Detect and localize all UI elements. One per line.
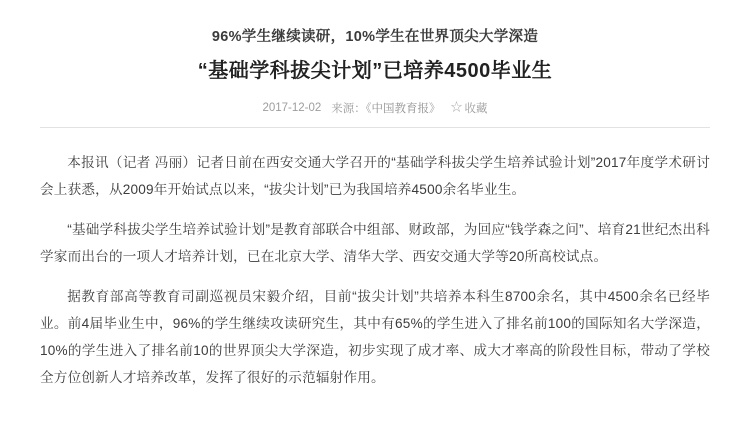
page-title: “基础学科拔尖计划”已培养4500毕业生 [197,60,553,82]
article-paragraph: “基础学科拔尖学生培养试验计划”是教育部联合中组部、财政部，为回应“钱学森之问”、培育21世纪杰出科学家而出台的一项人才培养计划，已在北京大学、清华大学、西安交通大学等20所高校试点。 [40,222,710,264]
article-body [40,128,710,391]
source-name: 《中国教育报》 [365,103,441,115]
article-meta-bar [40,100,710,128]
source-group [331,100,440,116]
source-label: 来源： [331,103,366,115]
favorite-button[interactable] [451,100,488,116]
meta-inner [262,100,487,116]
star-icon: ☆ [450,99,463,114]
article-paragraph: 据教育部高等教育司副巡视员宋毅介绍，目前“拔尖计划”共培养本科生8700余名，其中4500余名已经毕业。前4届毕业生中，96%的学生继续攻读研究生，其中有65%的学生进入了排名前100的国际知名大学深造，10%的学生进入了排名前10的世界顶尖大学深造，初步实现了成才率、成大才率高的阶段性目标，带动了学校全方位创新人才培养改革，发挥了很好的示范辐射作用。 [40,289,710,385]
publish-date: 2017-12-02 [262,102,322,114]
favorite-label: 收藏 [464,103,488,115]
article-paragraph: 本报讯（记者 冯丽）记者日前在西安交通大学召开的“基础学科拔尖学生培养试验计划”2017年度学术研讨会上获悉，从2009年开始试点以来，“拔尖计划”已为我国培养4500余名毕业生。 [40,155,710,197]
article-subtitle: 96%学生继续读研，10%学生在世界顶尖大学深造 [211,29,539,45]
article-header [40,0,710,86]
